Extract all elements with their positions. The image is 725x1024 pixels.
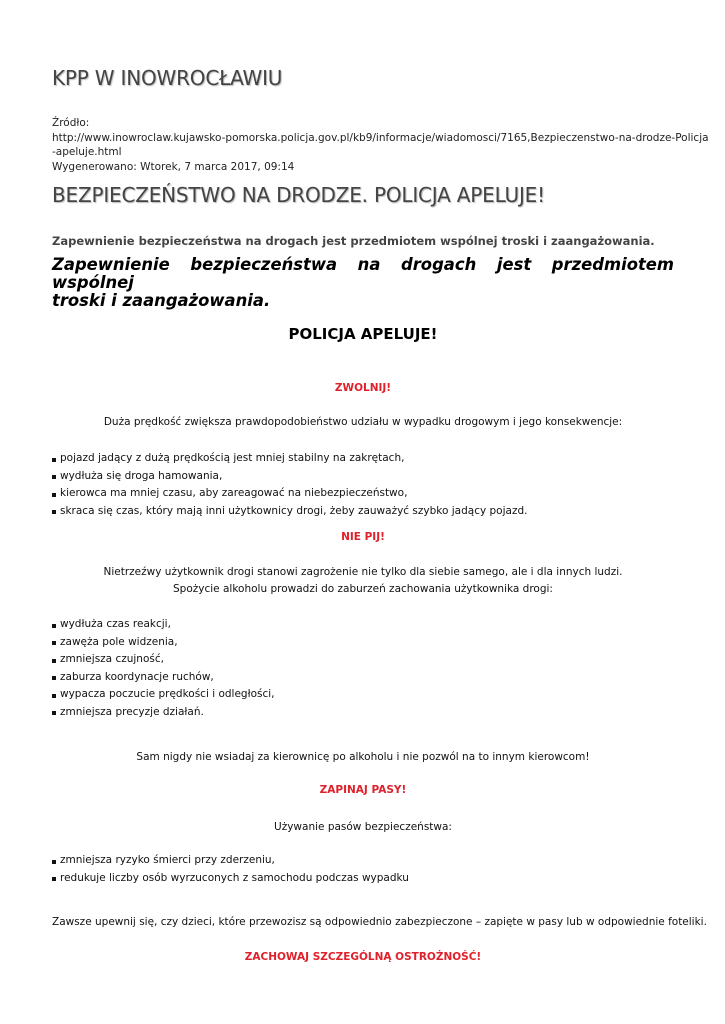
heading-zapinaj-pasy: ZAPINAJ PASY! xyxy=(319,784,407,796)
site-title: KPP W INOWROCŁAWIU xyxy=(52,66,283,90)
zwolnij-intro: Duża prędkość zwiększa prawdopodobieństwo udziału w wypadku drogowym i jego konsekwencje: xyxy=(103,416,623,428)
nie-pij-list xyxy=(52,616,275,721)
zapinaj-pasy-list xyxy=(52,852,409,887)
list-item: zmniejsza czujność, xyxy=(52,651,275,669)
list-item: wypacza poczucie prędkości i odległości, xyxy=(52,686,275,704)
list-item: pojazd jadący z dużą prędkością jest mniej stabilny na zakrętach, xyxy=(52,450,527,468)
lead-emphasis-line1: Zapewnienie bezpieczeństwa na drogach jest przedmiotem wspólnej xyxy=(52,255,674,292)
list-item: zawęża pole widzenia, xyxy=(52,634,275,652)
zapinaj-pasy-intro: Używanie pasów bezpieczeństwa: xyxy=(274,821,452,833)
source-url-line1[interactable]: http://www.inowroclaw.kujawsko-pomorska.policja.gov.pl/kb9/informacje/wiadomosci/7165,Bezpieczenstwo-na-drodze-Policja xyxy=(52,131,709,144)
lead-emphasis-line2: troski i zaangażowania. xyxy=(52,291,271,310)
list-item: zaburza koordynacje ruchów, xyxy=(52,669,275,687)
list-item: skraca się czas, który mają inni użytkownicy drogi, żeby zauważyć szybko jadący pojazd. xyxy=(52,503,527,521)
list-item: zmniejsza ryzyko śmierci przy zderzeniu, xyxy=(52,852,409,870)
list-item: wydłuża się droga hamowania, xyxy=(52,468,527,486)
source-label: Źródło: xyxy=(52,117,90,129)
zapinaj-pasy-closing: Zawsze upewnij się, czy dzieci, które przewozisz są odpowiednio zabezpieczone – zapięte w pasy lub w odpowiednie foteliki. xyxy=(52,916,707,928)
list-item: redukuje liczby osób wyrzuconych z samochodu podczas wypadku xyxy=(52,870,409,888)
article-lead: Zapewnienie bezpieczeństwa na drogach jest przedmiotem wspólnej troski i zaangażowania. xyxy=(52,234,655,248)
article-title: BEZPIECZEŃSTWO NA DRODZE. POLICJA APELUJE! xyxy=(52,183,545,207)
nie-pij-intro1: Nietrzeźwy użytkownik drogi stanowi zagrożenie nie tylko dla siebie samego, ale i dla innych ludzi. xyxy=(103,566,623,578)
zwolnij-list xyxy=(52,450,527,520)
heading-zwolnij: ZWOLNIJ! xyxy=(334,382,392,394)
section-heading-apel: POLICJA APELUJE! xyxy=(288,325,438,343)
list-item: wydłuża czas reakcji, xyxy=(52,616,275,634)
list-item: zmniejsza precyzje działań. xyxy=(52,704,275,722)
generated-timestamp: Wygenerowano: Wtorek, 7 marca 2017, 09:14 xyxy=(52,160,295,173)
article-lead-emphasis xyxy=(52,256,674,310)
heading-nie-pij: NIE PIJ! xyxy=(341,531,385,543)
nie-pij-closing: Sam nigdy nie wsiadaj za kierownicę po alkoholu i nie pozwól na to innym kierowcom! xyxy=(136,751,590,763)
nie-pij-intro2: Spożycie alkoholu prowadzi do zaburzeń zachowania użytkownika drogi: xyxy=(173,583,553,595)
source-meta xyxy=(52,116,709,174)
heading-ostroznosc: ZACHOWAJ SZCZEGÓLNĄ OSTROŻNOŚĆ! xyxy=(244,951,482,963)
list-item: kierowca ma mniej czasu, aby zareagować na niebezpieczeństwo, xyxy=(52,485,527,503)
source-url-line2[interactable]: -apeluje.html xyxy=(52,146,122,158)
